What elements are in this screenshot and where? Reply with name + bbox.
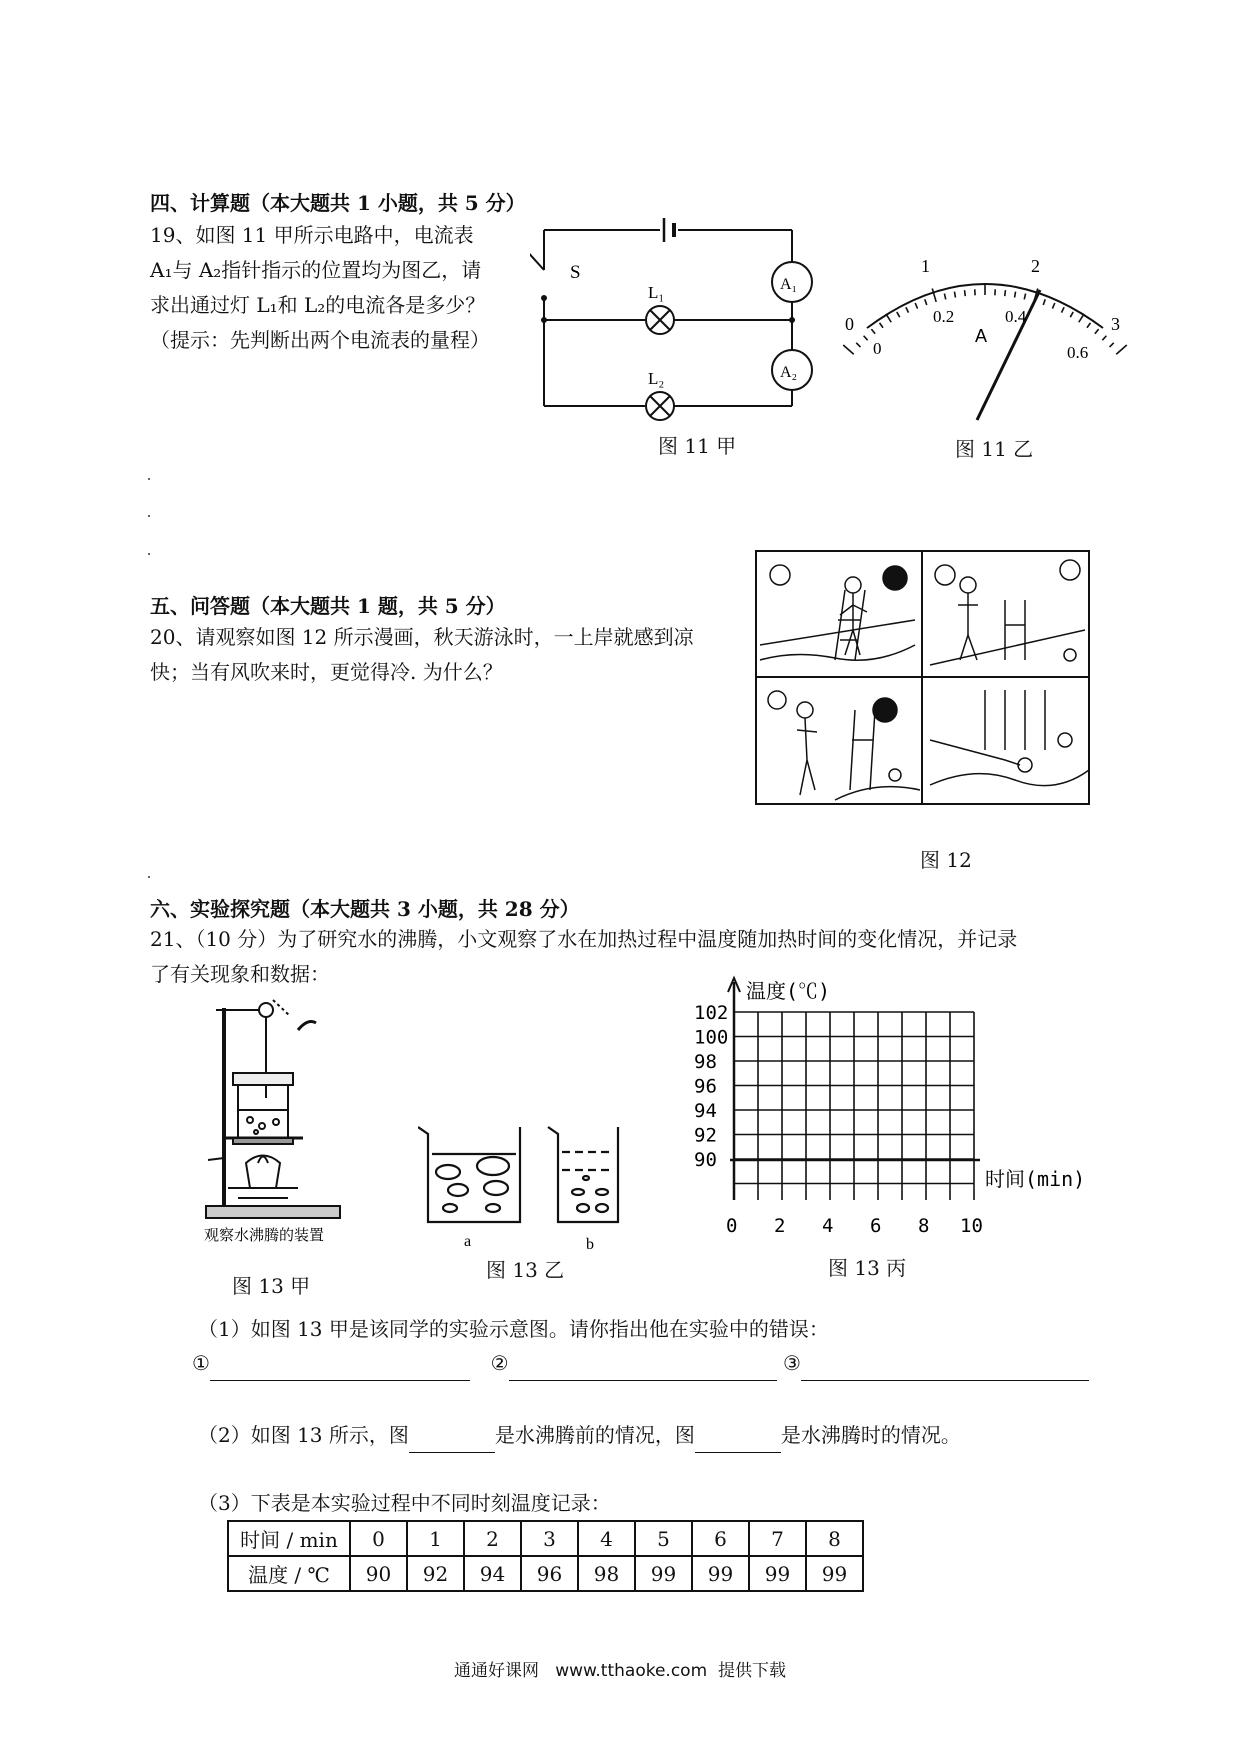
dial-tick [897,312,900,317]
part1-prompt: （1）如图 13 甲是该同学的实验示意图。请你指出他在实验中的错误： [198,1317,829,1341]
boiling-apparatus-fig13a [198,988,348,1250]
q21-line-1: 21、（10 分）为了研究水的沸腾，小文观察了水在加热过程中温度随加热时间的变化情况，并记录 [150,927,1018,951]
section4-heading: 四、计算题（本大题共 1 小题，共 5 分） [150,191,526,215]
answer-blank-1[interactable] [210,1358,470,1381]
table-cell: 6 [692,1521,749,1556]
y-tick-label: 90 [694,1149,717,1171]
margin-dot [148,553,150,555]
answer-blank-3[interactable] [801,1358,1089,1381]
ammeter-dial-fig11b [835,250,1135,430]
temperature-graph-fig13c [690,972,1120,1242]
dial-tick [944,294,945,300]
section6-heading: 六、实验探究题（本大题共 3 小题，共 28 分） [150,897,580,921]
q21-line-2: 了有关现象和数据： [150,962,330,986]
question-20 [150,620,730,690]
q19-line-1: 19、如图 11 甲所示电路中，电流表 [150,223,474,247]
outer-scale-2: 2 [1031,256,1040,276]
answer-blank-2[interactable] [509,1358,777,1381]
apparatus-label: 观察水沸腾的装置 [204,1226,325,1244]
outer-scale-0: 0 [845,314,854,334]
q20-line-1: 20、请观察如图 12 所示漫画，秋天游泳时，一上岸就感到凉 [150,625,694,649]
x-tick-label: 6 [870,1215,882,1237]
dial-tick [925,299,927,305]
dial-tick [932,289,936,302]
dial-tick [1005,290,1006,296]
dial-tick [871,329,875,334]
y-tick-label: 102 [694,1002,729,1024]
part2-prefix: （2）如图 13 所示，图 [198,1423,409,1447]
margin-dot [148,478,150,480]
q19-line-4: （提示：先判断出两个电流表的量程） [150,328,490,352]
table-cell: 92 [407,1556,464,1591]
table-cell: 99 [692,1556,749,1591]
table-header-temperature: 温度 / ℃ [228,1556,350,1591]
table-row [228,1521,863,1556]
dial-tick [1043,299,1045,305]
part3-prompt: （3）下表是本实验过程中不同时刻温度记录： [198,1491,611,1515]
fig13b-caption: 图 13 乙 [486,1258,565,1282]
table-row [228,1556,863,1591]
table-cell: 90 [350,1556,407,1591]
y-tick-label: 94 [694,1100,717,1122]
dial-tick [880,323,883,328]
table-cell: 99 [635,1556,692,1591]
part2-middle: 是水沸腾前的情况，图 [494,1423,695,1447]
dial-tick [1015,292,1016,298]
dial-tick [1087,323,1090,328]
dial-tick [1052,303,1054,309]
dial-tick [1024,294,1025,300]
x-axis-label: 时间(min) [985,1167,1086,1191]
mark-3: ③ [782,1351,801,1375]
temperature-table [227,1520,864,1592]
fig13a-caption: 图 13 甲 [232,1274,311,1298]
dial-tick [1095,329,1099,334]
answer-blank-during-boiling[interactable] [695,1430,781,1453]
table-header-time: 时间 / min [228,1521,350,1556]
lamp1-label: L₁ [648,283,665,302]
table-cell: 2 [464,1521,521,1556]
q19-line-3: 求出通过灯 L₁和 L₂的电流各是多少？ [150,293,486,317]
dial-tick [1102,336,1106,340]
part1-answer-row [192,1346,1089,1381]
table-cell: 94 [464,1556,521,1591]
beaker-b-label: b [586,1236,594,1252]
mark-2: ② [490,1351,509,1375]
table-cell: 8 [806,1521,863,1556]
y-tick-label: 92 [694,1124,717,1147]
lamp2-label: L₂ [648,369,665,388]
table-cell: 4 [578,1521,635,1556]
mark-1: ① [192,1351,210,1375]
fig11a-caption: 图 11 甲 [658,434,737,458]
ammeter1-label: A₁ [780,276,798,293]
table-cell: 7 [749,1521,806,1556]
fig12-caption: 图 12 [920,848,972,872]
dial-tick [856,343,860,347]
margin-dot [148,876,150,878]
table-cell: 99 [749,1556,806,1591]
q19-line-2: A₁与 A₂指针指示的位置均为图乙，请 [150,258,482,282]
y-tick-label: 100 [694,1026,729,1049]
table-cell: 1 [407,1521,464,1556]
circuit-diagram-fig11a [530,210,830,440]
question-19 [150,218,530,358]
y-tick-label: 96 [694,1075,717,1098]
dial-tick [954,292,955,298]
table-cell: 99 [806,1556,863,1591]
inner-scale-0-4: 0.4 [1005,307,1027,326]
dial-tick [906,307,909,312]
table-cell: 5 [635,1521,692,1556]
x-tick-label: 8 [918,1215,930,1237]
beakers-fig13b [418,1122,648,1252]
ammeter2-label: A₂ [780,364,798,381]
margin-dot [148,515,150,517]
beaker-a-label: a [464,1233,472,1250]
section5-heading: 五、问答题（本大题共 1 题，共 5 分） [150,594,506,618]
inner-scale-0-2: 0.2 [933,307,955,326]
x-tick-label: 2 [774,1215,786,1237]
part2-suffix: 是水沸腾时的情况。 [780,1423,961,1447]
dial-tick [864,336,868,340]
fig11b-caption: 图 11 乙 [955,437,1034,461]
table-cell: 96 [521,1556,578,1591]
y-axis-label: 温度(℃) [746,979,831,1003]
dial-tick [965,290,966,296]
x-tick-label: 10 [960,1215,983,1237]
switch-label: S [570,262,581,283]
table-cell: 98 [578,1556,635,1591]
fig13c-caption: 图 13 丙 [828,1256,907,1280]
dial-tick [1116,345,1127,354]
dial-tick [915,303,917,309]
q20-line-2: 快；当有风吹来时，更觉得冷. 为什么？ [150,660,503,684]
unit-label: A [975,326,988,346]
answer-blank-before-boiling[interactable] [409,1430,495,1453]
inner-scale-0-6: 0.6 [1067,343,1089,362]
dial-tick [843,345,854,354]
x-tick-label: 4 [822,1215,834,1237]
dial-tick [1061,307,1064,312]
y-tick-label: 98 [694,1051,717,1073]
page-footer: 通通好课网 www.tthaoke.com 提供下载 [454,1661,786,1681]
part2-row [198,1418,961,1453]
table-cell: 0 [350,1521,407,1556]
inner-scale-0: 0 [873,339,882,358]
dial-tick [1070,312,1073,317]
swimming-comic-fig12 [755,550,1090,805]
outer-scale-3: 3 [1111,314,1120,334]
table-cell: 3 [521,1521,578,1556]
dial-tick [1110,343,1114,347]
x-tick-label: 0 [726,1215,738,1237]
outer-scale-1: 1 [921,256,930,276]
